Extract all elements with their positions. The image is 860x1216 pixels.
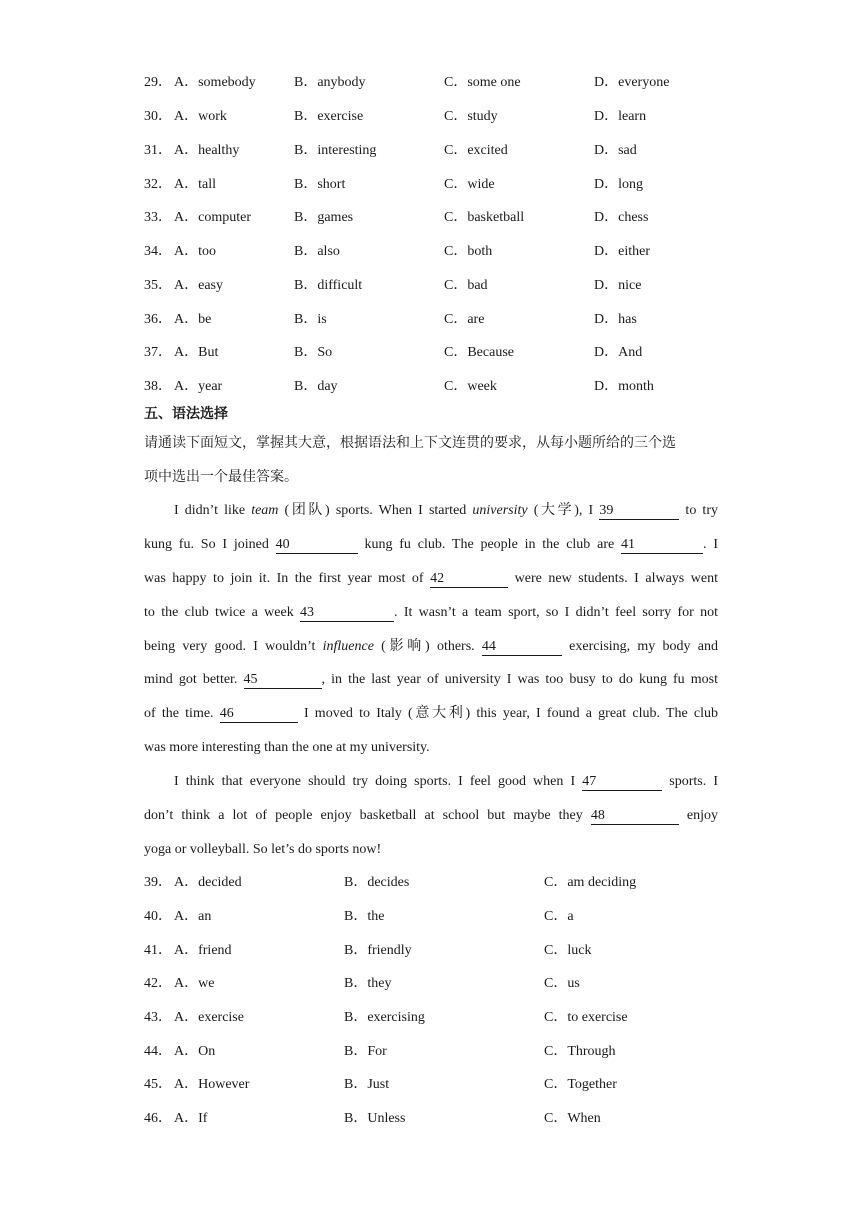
passage-text: of the time.	[144, 706, 220, 721]
option-d: D．month	[594, 379, 654, 394]
option-d: D．has	[594, 312, 637, 327]
option-a: A．be	[174, 312, 212, 327]
question-number: 34．	[144, 244, 172, 259]
passage-line	[144, 704, 718, 724]
option-b: B．So	[294, 345, 333, 360]
question-number: 29．	[144, 75, 172, 90]
section-title: 五、语法选择	[144, 406, 228, 422]
passage-line	[144, 535, 718, 555]
passage-text: I moved to Italy (意大利) this year, I found a great club. The club	[297, 706, 718, 721]
answer-blank-39[interactable]: 39	[599, 503, 679, 520]
passage-text: exercising, my body and	[561, 639, 718, 654]
passage-text: I think that everyone should try doing sports. I feel good when I	[174, 774, 583, 789]
option-c: C．are	[444, 312, 485, 327]
option-c: C．some one	[444, 75, 521, 90]
passage-text: (团队) sports. When I started	[278, 503, 473, 518]
option-b: B．anybody	[294, 75, 366, 90]
passage-line	[144, 603, 718, 623]
option-b: B．Unless	[344, 1111, 406, 1126]
passage-text-italic: team	[251, 503, 279, 518]
option-a: A．decided	[174, 875, 242, 890]
passage-text: , in the last year of university I was too busy to do kung fu most	[321, 672, 718, 687]
option-c: C．week	[444, 379, 497, 394]
option-b: B．interesting	[294, 143, 377, 158]
passage-text: I didn’t like	[174, 503, 252, 518]
option-c: C．Because	[444, 345, 514, 360]
option-d: D．chess	[594, 210, 649, 225]
passage-text: was more interesting than the one at my university.	[144, 740, 430, 755]
option-c: C．both	[444, 244, 493, 259]
option-d: D．nice	[594, 278, 642, 293]
option-a: A．On	[174, 1044, 216, 1059]
option-c: C．a	[544, 909, 574, 924]
option-b: B．decides	[344, 875, 410, 890]
option-c: C．to exercise	[544, 1010, 628, 1025]
question-number: 39．	[144, 875, 172, 890]
option-a: A．computer	[174, 210, 251, 225]
option-b: B．the	[344, 909, 385, 924]
option-c: C．bad	[444, 278, 488, 293]
question-number: 40．	[144, 909, 172, 924]
passage-line	[144, 637, 718, 657]
option-b: B．For	[344, 1044, 387, 1059]
question-number: 31．	[144, 143, 172, 158]
answer-blank-43[interactable]: 43	[300, 605, 394, 622]
answer-blank-45[interactable]: 45	[244, 672, 322, 689]
question-number: 30．	[144, 109, 172, 124]
passage-text-italic: university	[472, 503, 528, 518]
option-a: A．healthy	[174, 143, 240, 158]
instructions-line-1: 请通读下面短文，掌握其大意，根据语法和上下文连贯的要求，从每小题所给的三个选	[144, 435, 676, 451]
option-d: D．everyone	[594, 75, 670, 90]
passage-text: don’t think a lot of people enjoy basketball at school but maybe they	[144, 808, 591, 823]
option-b: B．exercise	[294, 109, 364, 124]
instructions-line-2: 项中选出一个最佳答案。	[144, 469, 298, 485]
option-c: C．am deciding	[544, 875, 637, 890]
option-b: B．short	[294, 177, 346, 192]
option-b: B．they	[344, 976, 392, 991]
passage-text: (影响) others.	[373, 639, 482, 654]
option-b: B．day	[294, 379, 338, 394]
option-c: C．luck	[544, 943, 592, 958]
passage-text: mind got better.	[144, 672, 244, 687]
option-d: D．And	[594, 345, 643, 360]
option-a: A．easy	[174, 278, 223, 293]
answer-blank-42[interactable]: 42	[430, 571, 508, 588]
answer-blank-46[interactable]: 46	[220, 706, 298, 723]
passage-text: sports. I	[662, 774, 719, 789]
option-a: A．However	[174, 1077, 250, 1092]
passage-text: was happy to join it. In the first year most of	[144, 571, 431, 586]
option-c: C．basketball	[444, 210, 525, 225]
option-c: C．Together	[544, 1077, 617, 1092]
option-a: A．tall	[174, 177, 216, 192]
question-number: 37．	[144, 345, 172, 360]
passage-line	[144, 670, 718, 690]
option-c: C．Through	[544, 1044, 616, 1059]
question-number: 35．	[144, 278, 172, 293]
passage-text: to try	[679, 503, 718, 518]
passage-text: were new students. I always went	[508, 571, 719, 586]
answer-blank-48[interactable]: 48	[591, 808, 679, 825]
question-number: 42．	[144, 976, 172, 991]
option-a: A．exercise	[174, 1010, 244, 1025]
option-a: A．too	[174, 244, 216, 259]
passage-line	[144, 738, 718, 758]
passage-text: yoga or volleyball. So let’s do sports now!	[144, 842, 382, 857]
question-number: 33．	[144, 210, 172, 225]
option-d: D．either	[594, 244, 650, 259]
question-number: 38．	[144, 379, 172, 394]
question-number: 32．	[144, 177, 172, 192]
option-b: B．friendly	[344, 943, 412, 958]
passage-text: (大学), I	[527, 503, 600, 518]
passage-text: kung fu club. The people in the club are	[357, 537, 622, 552]
option-d: D．learn	[594, 109, 647, 124]
passage-text: being very good. I wouldn’t	[144, 639, 323, 654]
option-a: A．friend	[174, 943, 232, 958]
option-c: C．us	[544, 976, 580, 991]
option-d: D．sad	[594, 143, 637, 158]
passage-line	[144, 806, 718, 826]
option-a: A．year	[174, 379, 223, 394]
passage-text: enjoy	[678, 808, 718, 823]
option-b: B．difficult	[294, 278, 363, 293]
option-a: A．If	[174, 1111, 208, 1126]
option-c: C．excited	[444, 143, 508, 158]
answer-blank-44[interactable]: 44	[482, 639, 562, 656]
passage-text: . I	[703, 537, 718, 552]
option-c: C．When	[544, 1111, 601, 1126]
answer-blank-40[interactable]: 40	[276, 537, 358, 554]
passage-text: . It wasn’t a team sport, so I didn’t feel sorry for not	[394, 605, 719, 620]
option-b: B．also	[294, 244, 340, 259]
option-b: B．Just	[344, 1077, 390, 1092]
option-b: B．exercising	[344, 1010, 425, 1025]
passage-text: to the club twice a week	[144, 605, 301, 620]
question-number: 45．	[144, 1077, 172, 1092]
answer-blank-41[interactable]: 41	[621, 537, 703, 554]
passage-line	[144, 501, 718, 521]
question-number: 36．	[144, 312, 172, 327]
passage-line	[144, 772, 718, 792]
option-c: C．wide	[444, 177, 495, 192]
option-a: A．But	[174, 345, 219, 360]
passage-text-italic: influence	[322, 639, 374, 654]
option-a: A．we	[174, 976, 215, 991]
option-d: D．long	[594, 177, 643, 192]
question-number: 41．	[144, 943, 172, 958]
passage-text: kung fu. So I joined	[144, 537, 276, 552]
option-b: B．is	[294, 312, 327, 327]
passage-line	[144, 840, 718, 860]
answer-blank-47[interactable]: 47	[582, 774, 662, 791]
question-number: 43．	[144, 1010, 172, 1025]
option-a: A．work	[174, 109, 227, 124]
question-number: 44．	[144, 1044, 172, 1059]
passage-line	[144, 569, 718, 589]
question-number: 46．	[144, 1111, 172, 1126]
option-c: C．study	[444, 109, 498, 124]
option-b: B．games	[294, 210, 354, 225]
option-a: A．somebody	[174, 75, 256, 90]
option-a: A．an	[174, 909, 212, 924]
